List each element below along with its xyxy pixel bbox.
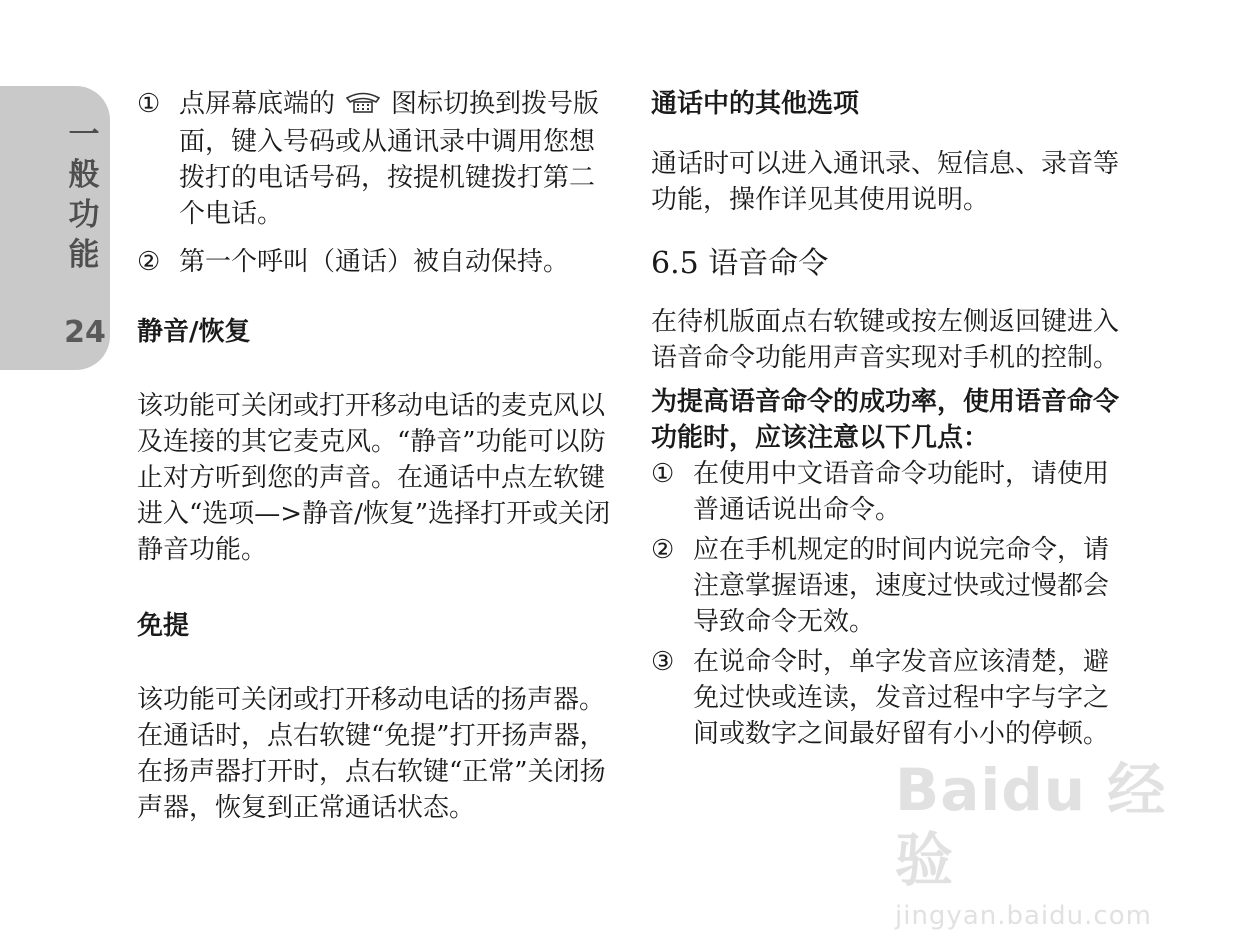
- right-column: [651, 86, 1127, 752]
- section-char: 能: [68, 237, 100, 273]
- step-text: [179, 86, 613, 232]
- section-char: 一: [68, 117, 100, 153]
- left-column: [137, 86, 613, 826]
- step-number: ②: [137, 247, 161, 277]
- voice-point: [651, 644, 1127, 752]
- baidu-watermark: [895, 755, 1195, 931]
- voice-command-heading: 6.5 语音命令: [651, 246, 829, 281]
- other-options-heading: 通话中的其他选项: [651, 89, 860, 119]
- handsfree-body: 该功能可关闭或打开移动电话的扬声器。在通话时，点右软键“免提”打开扬声器，在扬声器打开时，点右软键“正常”关闭扬声器，恢复到正常通话状态。: [137, 685, 606, 823]
- voice-command-tip: 为提高语音命令的成功率，使用语音命令功能时，应该注意以下几点：: [651, 387, 1120, 453]
- point-text: 在说命令时，单字发音应该清楚，避免过快或连读，发音过程中字与字之间或数字之间最好留有小小的停顿。: [693, 647, 1110, 749]
- voice-point: [651, 456, 1127, 528]
- point-number: ①: [651, 459, 675, 489]
- step-text: 第一个呼叫（通话）被自动保持。: [179, 247, 570, 277]
- point-text: 在使用中文语音命令功能时，请使用普通话说出命令。: [693, 459, 1110, 525]
- mute-body: 该功能可关闭或打开移动电话的麦克风以及连接的其它麦克风。“静音”功能可以防止对方听到您的声音。在通话中点左软键进入“选项—>静音/恢复”选择打开或关闭静音功能。: [137, 391, 611, 565]
- step-text-after: 图标切换到拨号版面，键入号码或从通讯录中调用您想拨打的电话号码，按提机键拨打第二个电话。: [179, 89, 600, 229]
- mute-heading: 静音/恢复: [137, 317, 251, 347]
- step-text-before: 点屏幕底端的: [179, 89, 336, 119]
- page-number: 24: [64, 315, 106, 350]
- step-item: [137, 86, 613, 232]
- watermark-url: jingyan.baidu.com: [895, 901, 1152, 931]
- section-char: 功: [68, 197, 100, 233]
- watermark-logo: Baidu 经验: [895, 756, 1167, 894]
- voice-command-body: 在待机版面点右软键或按左侧返回键进入语音命令功能用声音实现对手机的控制。: [651, 307, 1120, 373]
- point-text: 应在手机规定的时间内说完命令，请注意掌握语速，速度过快或过慢都会导致命令无效。: [693, 535, 1110, 637]
- point-number: ②: [651, 535, 675, 565]
- section-title: [62, 115, 106, 275]
- other-options-body: 通话时可以进入通讯录、短信息、录音等功能，操作详见其使用说明。: [651, 149, 1120, 215]
- phone-icon: [343, 88, 383, 124]
- step-number: ①: [137, 89, 161, 119]
- point-number: ③: [651, 647, 675, 677]
- handsfree-heading: 免提: [137, 611, 190, 641]
- section-char: 般: [68, 157, 100, 193]
- step-item: [137, 244, 613, 280]
- voice-point: [651, 532, 1127, 640]
